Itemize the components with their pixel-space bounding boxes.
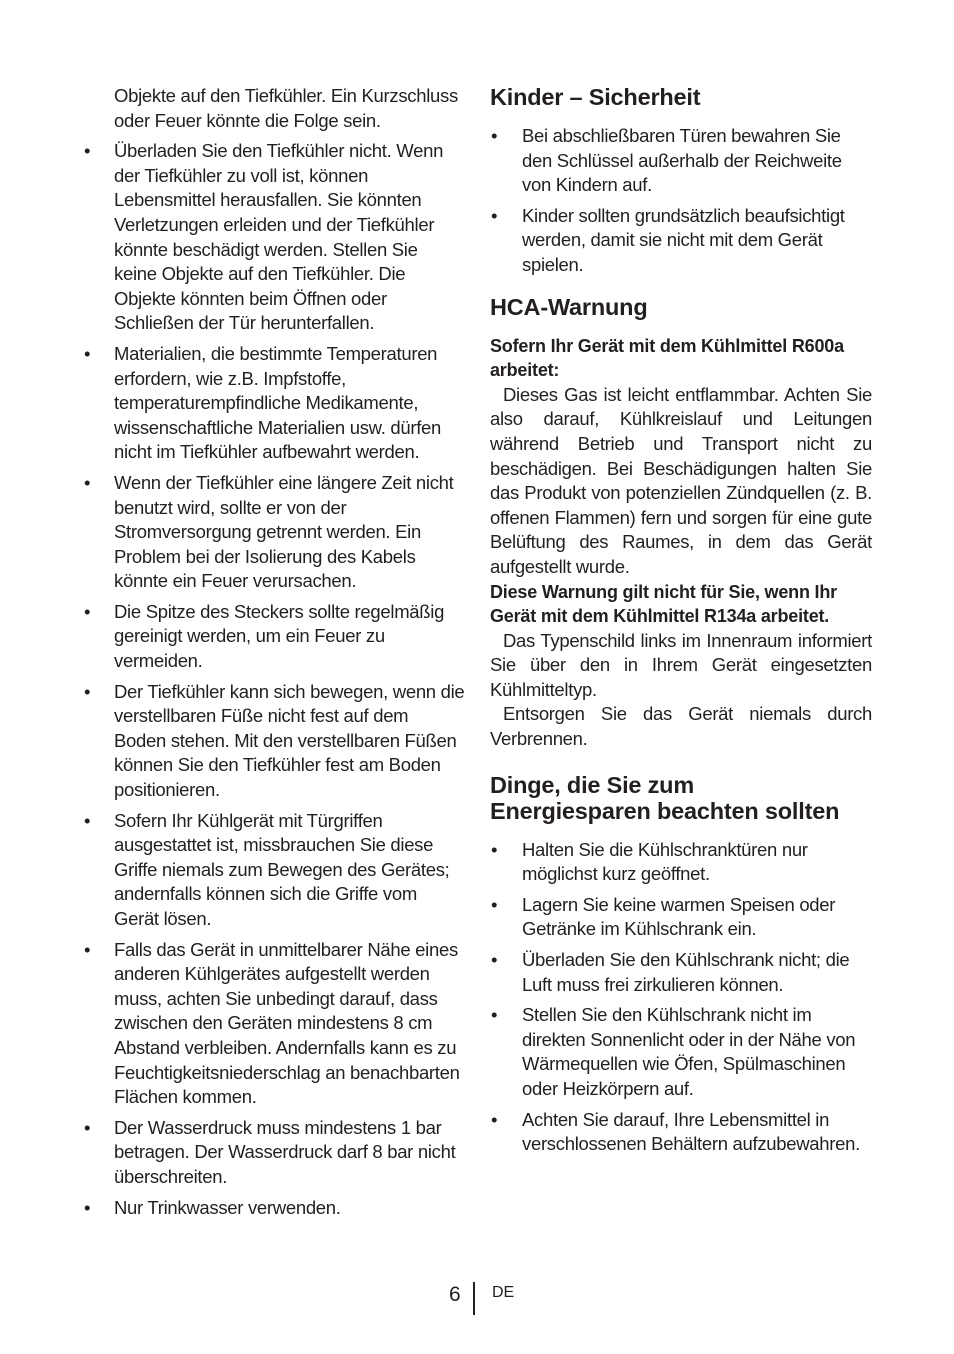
right-column [490,84,872,1163]
list-item: • Kinder sollten grundsätzlich beaufsichtigt werden, damit sie nicht mit dem Gerät spielen. [490,204,872,278]
list-item: • Materialien, die bestimmte Temperaturen erfordern, wie z.B. Impfstoffe, temperaturempfindliche Medikamente, wissenschaftliche Materialien usw. dürfen nicht im Tiefkühler aufbewahrt werden. [84,342,465,465]
hca-bold-intro: Sofern Ihr Gerät mit dem Kühlmittel R600a arbeitet: [490,335,844,381]
heading-line: Energiesparen beachten sollten [490,797,840,824]
list-item: • Sofern Ihr Kühlgerät mit Türgriffen ausgestattet ist, missbrauchen Sie diese Griffe niemals zum Bewegen des Gerätes; andernfalls können sich die Griffe vom Gerät lösen. [84,809,465,932]
list-item: • Bei abschließbaren Türen bewahren Sie den Schlüssel außerhalb der Reichweite von Kindern auf. [490,124,872,198]
hca-paragraph: Das Typenschild links im Innenraum informiert Sie über den in Ihrem Gerät eingesetzten Kühlmitteltyp. [490,629,872,700]
list-item: • Überladen Sie den Tiefkühler nicht. Wenn der Tiefkühler zu voll ist, können Lebensmittel herausfallen. Sie könnten Verletzungen erleiden und der Tiefkühler könnte beschädigt werden. Stellen Sie keine Objekte auf den Tiefkühler. Die Objekte könnten beim Öffnen oder Schließen der Tür herunterfallen. [84,139,465,336]
page-number: 6 [449,1283,461,1306]
list-item: • Der Wasserdruck muss mindestens 1 bar betragen. Der Wasserdruck darf 8 bar nicht überschreiten. [84,1116,465,1190]
list-item: • Überladen Sie den Kühlschrank nicht; die Luft muss frei zirkulieren können. [490,948,872,997]
page-footer [0,1280,954,1314]
section-heading-hca: HCA-Warnung [490,293,648,320]
energie-list [490,838,872,1157]
section-heading-energie [490,772,872,824]
language-code: DE [492,1284,515,1301]
list-item: • Achten Sie darauf, Ihre Lebensmittel in verschlossenen Behältern aufzubewahren. [490,1108,872,1157]
list-item: • Falls das Gerät in unmittelbarer Nähe eines anderen Kühlgerätes aufgestellt werden muss, achten Sie unbedingt darauf, dass zwischen den Geräten mindestens 8 cm Abstand verbleiben. Andernfalls kann es zu Feuchtigkeitsniederschlag an benachbarten Flächen kommen. [84,938,465,1110]
list-item: • Stellen Sie den Kühlschrank nicht im direkten Sonnenlicht oder in der Nähe von Wärmequellen wie Öfen, Spülmaschinen oder Heizkörpern auf. [490,1003,872,1101]
left-column [84,84,465,1226]
footer-divider [473,1282,475,1315]
continuation-text: Objekte auf den Tiefkühler. Ein Kurzschluss oder Feuer könnte die Folge sein. [114,85,458,131]
list-item: • Halten Sie die Kühlschranktüren nur möglichst kurz geöffnet. [490,838,872,887]
hca-paragraph: Entsorgen Sie das Gerät niemals durch Verbrennen. [490,703,872,750]
hca-bold-note: Diese Warnung gilt nicht für Sie, wenn Ihr Gerät mit dem Kühlmittel R134a arbeitet. [490,581,837,627]
hca-paragraph: Dieses Gas ist leicht entflammbar. Achten Sie also darauf, Kühlkreislauf und Leitungen während Betrieb und Transport nicht zu beschädigen. Bei Beschädigungen halten Sie das Produkt von potenziellen Zündquellen (z. B. offenen Flammen) fern und sorgen für eine gute Belüftung des Raumes, in dem das Gerät aufgestellt wurde. [490,383,872,577]
list-item: • Nur Trinkwasser verwenden. [84,1196,465,1221]
kinder-list [490,124,872,278]
list-item: • Wenn der Tiefkühler eine längere Zeit nicht benutzt wird, sollte er von der Stromversorgung getrennt werden. Ein Problem bei der Isolierung des Kabels könnte ein Feuer verursachen. [84,471,465,594]
section-heading-kinder: Kinder – Sicherheit [490,84,701,110]
safety-list [84,139,465,1220]
list-item: • Lagern Sie keine warmen Speisen oder Getränke im Kühlschrank ein. [490,893,872,942]
list-item: • Der Tiefkühler kann sich bewegen, wenn die verstellbaren Füße nicht fest auf dem Boden stehen. Mit den verstellbaren Füßen können Sie den Tiefkühler fest am Boden positionieren. [84,680,465,803]
list-item: • Die Spitze des Steckers sollte regelmäßig gereinigt werden, um ein Feuer zu vermeiden. [84,600,465,674]
heading-line: Dinge, die Sie zum [490,771,695,798]
